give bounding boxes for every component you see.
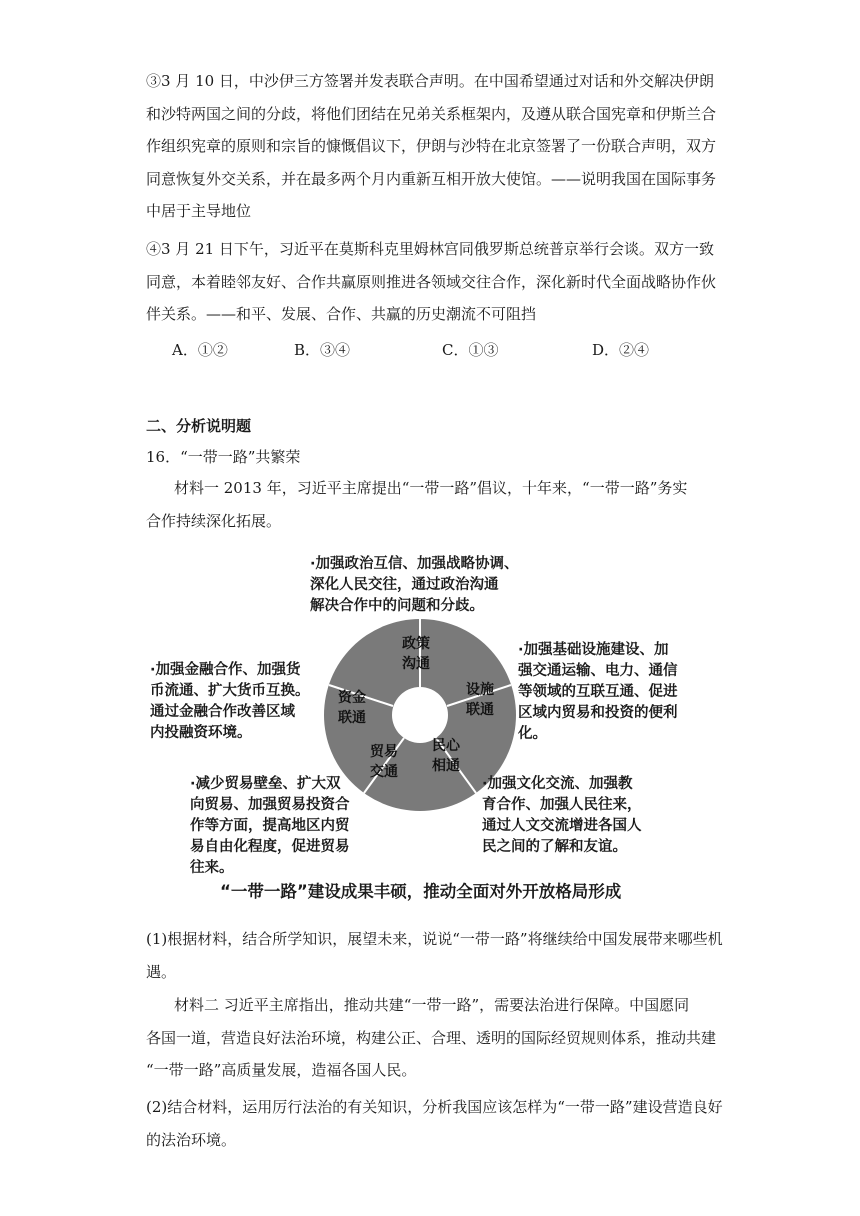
segment-label: 设施: [466, 682, 494, 698]
callout-line: 币流通、扩大货币互换。: [150, 683, 310, 699]
callout-line: 强交通运输、电力、通信: [518, 663, 678, 679]
text-line: ④3 月 21 日下午，习近平在莫斯科克里姆林宫同俄罗斯总统普京举行会谈。双方一致: [146, 240, 714, 258]
callout-line: ·加强政治互信、加强战略协调、: [310, 556, 519, 572]
question-title: 16．“一带一路”共繁荣: [146, 448, 301, 466]
figure-caption: “一带一路”建设成果丰硕，推动全面对外开放格局形成: [220, 882, 622, 901]
question-1: [146, 923, 731, 988]
segment-label: 资金: [338, 690, 366, 706]
segment-label: 贸易: [370, 744, 398, 760]
callout-line: 解决合作中的问题和分歧。: [310, 598, 484, 614]
section-title: 二、分析说明题: [146, 417, 252, 435]
text-line: 中居于主导地位: [146, 202, 252, 220]
segment-label: 联通: [466, 702, 494, 718]
text-line: 的法治环境。: [146, 1130, 237, 1149]
text-line: 同意恢复外交关系，并在最多两个月内重新互相开放大使馆。——说明我国在国际事务: [146, 169, 717, 188]
callout-facilities: [518, 640, 678, 745]
callout-finance: [150, 660, 310, 744]
callout-line: ·加强基础设施建设、加: [518, 642, 669, 658]
callout-line: 民之间的了解和友谊。: [482, 839, 627, 855]
text-line: 伴关系。——和平、发展、合作、共赢的历史潮流不可阻挡: [146, 305, 537, 323]
text-line: 同意，本着睦邻友好、合作共赢原则推进各领域交往合作，深化新时代全面战略协作伙: [146, 272, 717, 291]
callout-line: 等领域的互联互通、促进: [518, 684, 678, 700]
material-2: [146, 989, 731, 1087]
choice-d[interactable]: D．②④: [592, 341, 650, 359]
material-1: [146, 472, 731, 537]
callout-line: 区域内贸易和投资的便利: [518, 705, 678, 721]
callout-line: 育合作、加强人民往来，: [482, 797, 642, 813]
callout-line: ·加强文化交流、加强教: [482, 776, 633, 792]
callout-policy: [310, 554, 519, 617]
text-line: “一带一路”高质量发展，造福各国人民。: [146, 1061, 417, 1079]
choice-c[interactable]: C．①③: [442, 341, 499, 359]
segment-label: 政策: [402, 636, 430, 652]
callout-line: 内投融资环境。: [150, 725, 252, 741]
choice-b[interactable]: B．③④: [294, 341, 351, 359]
callout-line: ·减少贸易壁垒、扩大双: [190, 776, 341, 792]
callout-line: 往来。: [190, 860, 234, 876]
callout-line: 深化人民交往，通过政治沟通: [310, 577, 499, 593]
text-line: 材料二 习近平主席指出，推动共建“一带一路”，需要法治进行保障。中国愿同: [174, 996, 690, 1014]
text-line: 遇。: [146, 962, 177, 981]
option-statement-4: [146, 233, 731, 331]
choice-a[interactable]: A．①②: [172, 341, 228, 359]
callout-line: 化。: [518, 726, 547, 742]
segment-label: 相通: [432, 758, 460, 774]
segment-label: 民心: [432, 738, 460, 754]
ring-hole: [392, 687, 448, 743]
callout-people: [482, 774, 642, 858]
callout-trade: [190, 774, 350, 879]
belt-road-figure: [140, 548, 710, 908]
callout-line: 作等方面，提高地区内贸: [190, 818, 350, 834]
segment-label: 交通: [370, 764, 398, 780]
option-statement-3: [146, 65, 731, 228]
text-line: 作组织宪章的原则和宗旨的慷慨倡议下，伊朗与沙特在北京签署了一份联合声明，双方: [146, 137, 717, 155]
text-line: 和沙特两国之间的分歧，将他们团结在兄弟关系框架内，及遵从联合国宪章和伊斯兰合: [146, 104, 717, 123]
text-line: (1)根据材料，结合所学知识，展望未来，说说“一带一路”将继续给中国发展带来哪些机: [146, 930, 723, 948]
callout-line: 通过人文交流增进各国人: [482, 818, 642, 834]
callout-line: ·加强金融合作、加强货: [150, 662, 301, 678]
question-2: [146, 1091, 731, 1156]
callout-line: 通过金融合作改善区域: [150, 704, 295, 720]
text-line: 合作持续深化拓展。: [146, 511, 282, 530]
text-line: ③3 月 10 日，中沙伊三方签署并发表联合声明。在中国希望通过对话和外交解决伊朗: [146, 72, 714, 90]
callout-line: 向贸易、加强贸易投资合: [190, 797, 350, 813]
segment-label: 沟通: [402, 656, 430, 672]
segment-label: 联通: [338, 710, 366, 726]
callout-line: 易自由化程度，促进贸易: [190, 839, 350, 855]
text-line: 各国一道，营造良好法治环境，构建公正、合理、透明的国际经贸规则体系，推动共建: [146, 1028, 717, 1047]
text-line: 材料一 2013 年，习近平主席提出“一带一路”倡议，十年来，“一带一路”务实: [174, 479, 688, 497]
text-line: (2)结合材料，运用厉行法治的有关知识，分析我国应该怎样为“一带一路”建设营造良好: [146, 1098, 723, 1116]
